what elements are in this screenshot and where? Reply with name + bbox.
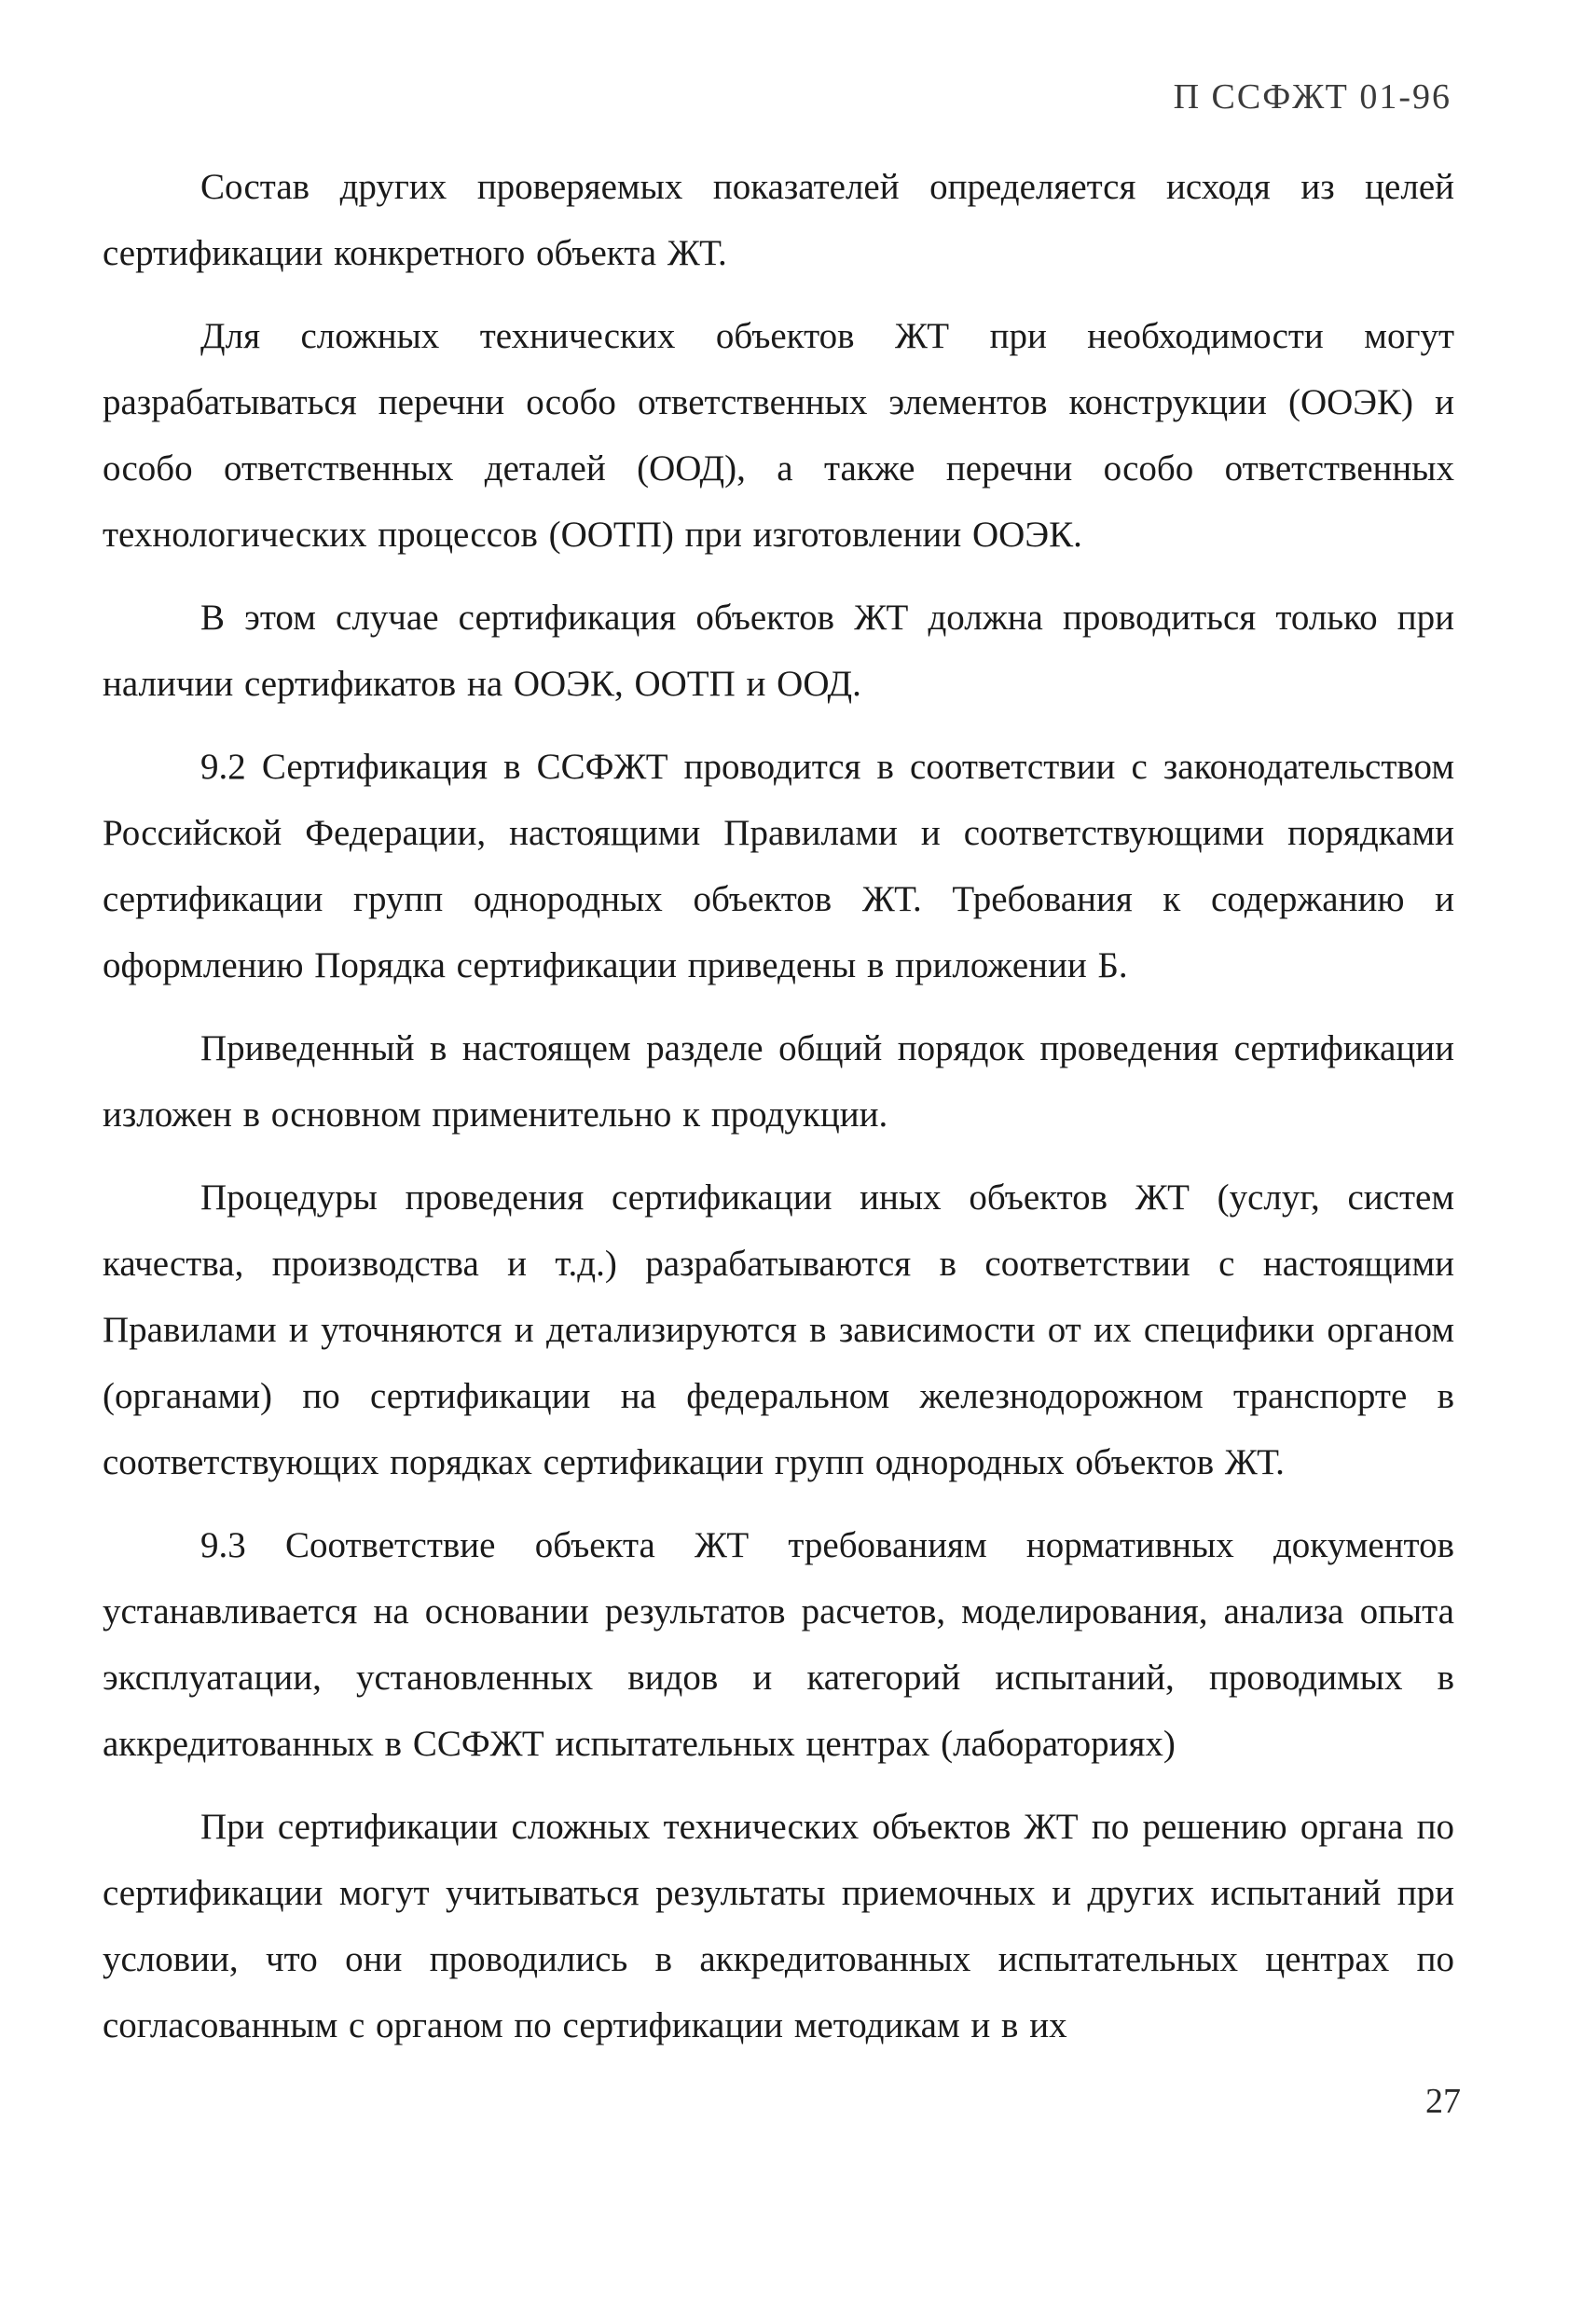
paragraph: 9.3 Соответствие объекта ЖТ требованиям нормативных документов устанавливается на основании результатов расчетов, моделирования, анализа опыта эксплуатации, установленных видов и категорий испытаний, проводимых в аккредитованных в ССФЖТ испытательных центрах (лабораториях) xyxy=(103,1525,1454,1764)
page-number: 27 xyxy=(1425,2082,1461,2121)
paragraph: Процедуры проведения сертификации иных объектов ЖТ (услуг, систем качества, производства и т.д.) разрабатываются в соответствии с настоящими Правилами и уточняются и детализируются в зависимости от их специфики органом (органами) по сертификации на федеральном железнодорожном транспорте в соответствующих порядках сертификации групп однородных объектов ЖТ. xyxy=(103,1177,1454,1482)
paragraph: При сертификации сложных технических объектов ЖТ по решению органа по сертификации могут учитываться результаты приемочных и других испытаний при условии, что они проводились в аккредитованных испытательных центрах по согласованным с органом по сертификации методикам и в их xyxy=(103,1807,1454,2045)
paragraph: Для сложных технических объектов ЖТ при необходимости могут разрабатываться перечни особо ответственных элементов конструкции (ООЭК) и особо ответственных деталей (ООД), а также перечни особо ответственных технологических процессов (ООТП) при изготовлении ООЭК. xyxy=(103,316,1454,555)
paragraph: Состав других проверяемых показателей определяется исходя из целей сертификации конкретного объекта ЖТ. xyxy=(103,167,1454,273)
paragraph: В этом случае сертификация объектов ЖТ должна проводиться только при наличии сертификатов на ООЭК, ООТП и ООД. xyxy=(103,598,1454,704)
document-body xyxy=(103,154,1454,2075)
document-code: П ССФЖТ 01-96 xyxy=(1173,77,1452,117)
paragraph: 9.2 Сертификация в ССФЖТ проводится в соответствии с законодательством Российской Федерации, настоящими Правилами и соответствующими порядками сертификации групп однородных объектов ЖТ. Требования к содержанию и оформлению Порядка сертификации приведены в приложении Б. xyxy=(103,747,1454,985)
paragraph: Приведенный в настоящем разделе общий порядок проведения сертификации изложен в основном применительно к продукции. xyxy=(103,1028,1454,1135)
